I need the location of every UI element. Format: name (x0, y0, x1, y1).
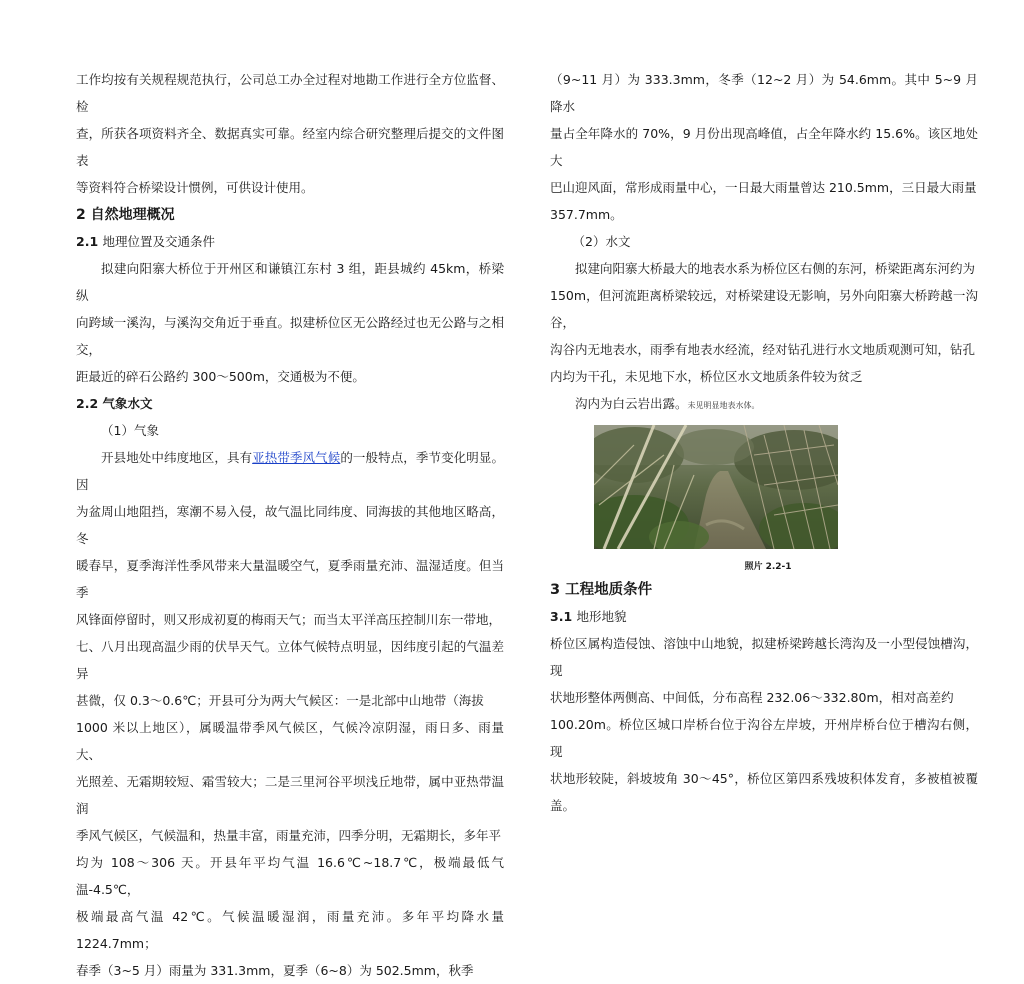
text-line: 等资料符合桥梁设计惯例，可供设计使用。 (76, 180, 314, 195)
gully-photo (594, 425, 838, 549)
text-line: 量占全年降水的 70%，9 月份出现高峰值，占全年降水约 15.6%。该区地处大 (550, 126, 978, 168)
text-line: 357.7mm。 (550, 207, 623, 222)
section-title: 自然地理概况 (90, 207, 175, 223)
text-line: 甚微，仅 0.3～0.6℃；开县可分为两大气候区：一是北部中山地带（海拔 (76, 693, 484, 708)
climate-link[interactable]: 亚热带季风气候 (252, 450, 341, 465)
text-line: 状地形整体两侧高、中间低，分布高程 232.06～332.80m，相对高差约 (550, 690, 954, 705)
text-line: 春季（3~5 月）雨量为 331.3mm，夏季（6~8）为 502.5mm，秋季 (76, 963, 474, 978)
text-line: 均为 108～306 天。开县年平均气温 16.6℃~18.7℃，极端最低气温-4.5℃， (76, 855, 504, 897)
text-line: 距最近的碎石公路约 300～500m，交通极为不便。 (76, 369, 365, 384)
text-line: 1000 米以上地区），属暖温带季风气候区，气候冷凉阴湿，雨日多、雨量大、 (76, 720, 504, 762)
rainfall-paragraph (550, 66, 978, 228)
subheading-climate: （1）气象 (101, 423, 159, 438)
text-line: 季风气候区，气候温和，热量丰富，雨量充沛，四季分明，无霜期长，多年平 (76, 828, 502, 843)
section-2-1-heading (76, 228, 504, 255)
text-line: 工作均按有关规程规范执行，公司总工办全过程对地勘工作进行全方位监督、检 (76, 72, 504, 114)
text-line: 内均为干孔，未见地下水，桥位区水文地质条件较为贫乏 (550, 369, 863, 384)
text-line: 150m，但河流距离桥梁较远，对桥梁建设无影响，另外向阳寨大桥跨越一沟谷， (550, 288, 978, 330)
section-3-heading (550, 577, 978, 603)
text-line: 风锋面停留时，则又形成初夏的梅雨天气；而当太平洋高压控制川东一带地， (76, 612, 502, 627)
text-line: 桥位区属构造侵蚀、溶蚀中山地貌，拟建桥梁跨越长湾沟及一小型侵蚀槽沟，现 (550, 636, 978, 678)
text-line: 七、八月出现高温少雨的伏旱天气。立体气候特点明显，因纬度引起的气温差异 (76, 639, 504, 681)
hydrology-paragraph (550, 255, 978, 390)
section-title: 工程地质条件 (565, 582, 653, 598)
section-number: 3 (550, 582, 561, 598)
section-title: 地理位置及交通条件 (102, 234, 216, 249)
section-2-heading (76, 203, 504, 228)
text-line: 为盆周山地阻挡，寒潮不易入侵，故气温比同纬度、同海拔的其他地区略高，冬 (76, 504, 504, 546)
text-line: 沟谷内无地表水，雨季有地表水经流，经对钻孔进行水文地质观测可知，钻孔 (550, 342, 976, 357)
text-run: 的一般特点，季节变化明显。因 (76, 450, 504, 492)
outcrop-line (550, 390, 978, 419)
text-line: （9~11 月）为 333.3mm，冬季（12~2 月）为 54.6mm。其中 5~9 月降水 (550, 72, 978, 114)
location-paragraph (76, 255, 504, 390)
climate-paragraph (76, 444, 504, 984)
section-2-2-heading (76, 390, 504, 417)
text-line: 查，所获各项资料齐全、数据真实可靠。经室内综合研究整理后提交的文件图表 (76, 126, 504, 168)
section-title: 气象水文 (102, 396, 153, 411)
text-line: 极端最高气温 42℃。气候温暖湿润，雨量充沛。多年平均降水量 1224.7mm； (76, 909, 504, 951)
text-run: 沟内为白云岩出露。 (575, 396, 688, 411)
intro-paragraph (76, 66, 504, 201)
photo-caption: 照片 2.2-1 (744, 562, 792, 572)
text-line: 向跨域一溪沟，与溪沟交角近于垂直。拟建桥位区无公路经过也无公路与之相交， (76, 315, 504, 357)
section-number: 2.2 (76, 396, 99, 411)
text-line: 暖春早，夏季海洋性季风带来大量温暖空气，夏季雨量充沛、温湿适度。但当季 (76, 558, 504, 600)
text-run: 开县地处中纬度地区，具有 (101, 450, 253, 465)
section-number: 3.1 (550, 609, 573, 624)
section-3-1-heading (550, 603, 978, 630)
section-number: 2.1 (76, 234, 99, 249)
left-column (76, 66, 504, 984)
text-line: 拟建向阳寨大桥最大的地表水系为桥位区右侧的东河，桥梁距离东河约为 (575, 261, 976, 276)
right-column (550, 66, 978, 819)
text-line: 100.20m。桥位区城口岸桥台位于沟谷左岸坡，开州岸桥台位于槽沟右侧，现 (550, 717, 978, 759)
text-line: 巴山迎风面，常形成雨量中心，一日最大雨量曾达 210.5mm，三日最大雨量 (550, 180, 977, 195)
photo-image (594, 425, 838, 549)
terrain-paragraph (550, 630, 978, 819)
subheading-hydrology: （2）水文 (572, 234, 631, 249)
text-line (76, 450, 504, 492)
section-title: 地形地貌 (576, 609, 627, 624)
text-line: 光照差、无霜期较短、霜雪较大；二是三里河谷平坝浅丘地带，属中亚热带温润 (76, 774, 504, 816)
photo-note: 未见明显地表水体。 (687, 401, 760, 410)
text-line: 拟建向阳寨大桥位于开州区和谦镇江东村 3 组，距县城约 45km，桥梁纵 (76, 261, 504, 303)
section-number: 2 (76, 207, 86, 223)
text-line: 状地形较陡，斜坡坡角 30～45°，桥位区第四系残坡积体发育，多被植被覆盖。 (550, 771, 978, 813)
